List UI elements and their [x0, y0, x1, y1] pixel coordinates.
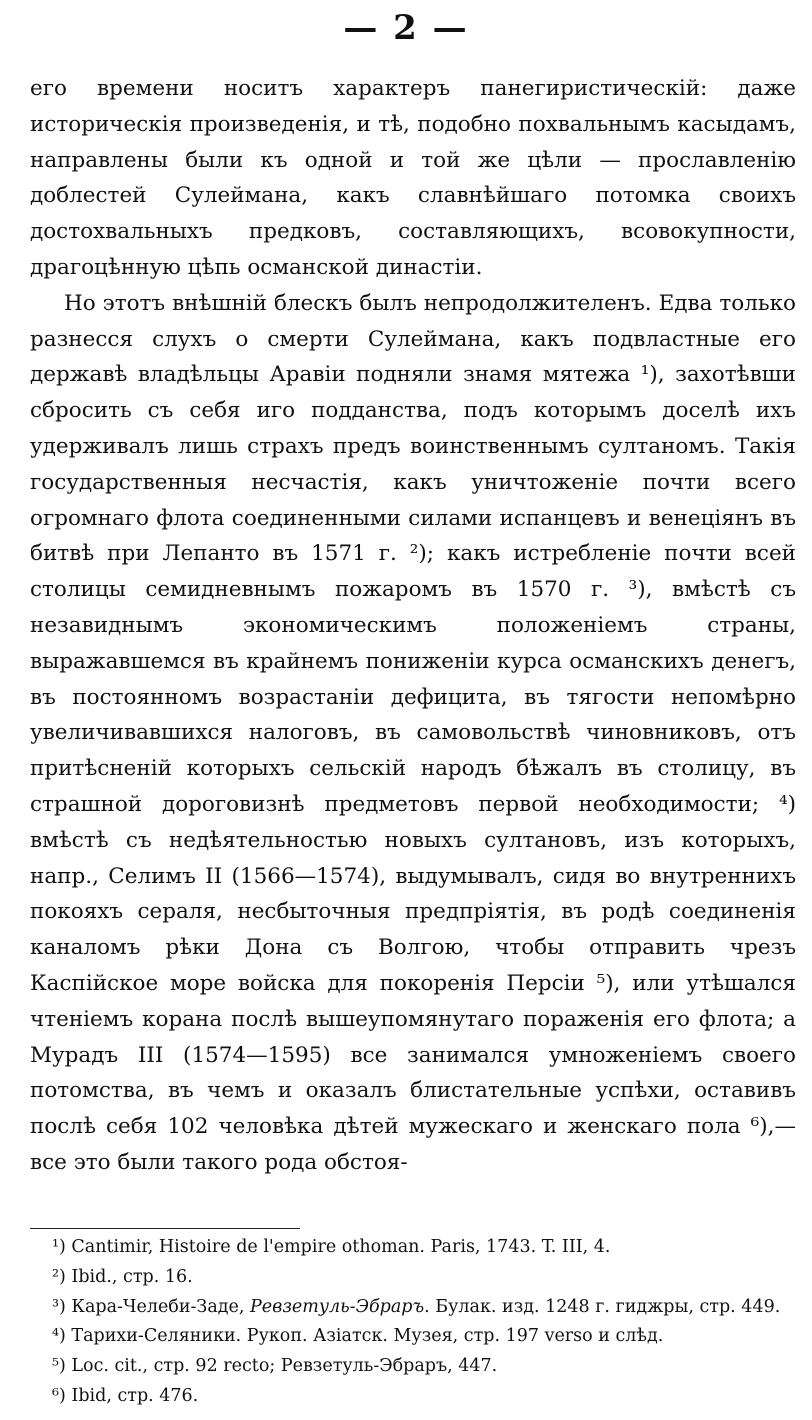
footnote: [30, 1293, 796, 1323]
footnote-text: Ibid, стр. 476.: [71, 1385, 199, 1406]
footnote-text: Loc. cit., стр. 92 recto; Ревзетуль-Эбраръ, 447.: [71, 1356, 498, 1377]
footnotes: [30, 1233, 796, 1412]
footnote-italic-title: Ревзетуль-Эбраръ: [250, 1296, 425, 1317]
footnote-text: Тарихи-Селяники. Рукоп. Азіатск. Музея, стр. 197 verso и слѣд.: [71, 1326, 664, 1347]
footnote-text: Cantimir, Histoire de l'empire othoman. Paris, 1743. T. III, 4.: [71, 1237, 611, 1257]
footnote-mark: ⁵): [52, 1356, 66, 1377]
footnote-mark: ²): [52, 1266, 66, 1287]
footnote: [30, 1352, 796, 1382]
footnote-mark: ⁴): [52, 1326, 66, 1347]
footnote: [30, 1263, 796, 1293]
page-number: — 2 —: [343, 8, 469, 48]
main-text: [30, 71, 796, 1181]
paragraph: Но этотъ внѣшній блескъ былъ непродолжителенъ. Едва только разнесся слухъ о смерти Сулеймана, какъ подвластные его державѣ владѣльцы Аравіи подняли знамя мятежа ¹), захотѣвши сбросить съ себя иго подданства, подъ которымъ доселѣ ихъ удерживалъ лишь страхъ предъ воинственнымъ султаномъ. Такія государственныя несчастія, какъ уничтоженіе почти всего огромнаго флота соединенными силами испанцевъ и венеціянъ въ битвѣ при Лепанто въ 1571 г. ²); какъ истребленіе почти всей столицы семидневнымъ пожаромъ въ 1570 г. ³), вмѣстѣ съ незавиднымъ экономическимъ положеніемъ страны, выражавшемся въ крайнемъ пониженіи курса османскихъ денегъ, въ постоянномъ возрастаніи дефицита, въ тягости непомѣрно увеличивавшихся налоговъ, въ самовольствѣ чиновниковъ, отъ притѣсненій которыхъ сельскій народъ бѣжалъ въ столицу, въ страшной дороговизнѣ предметовъ первой необходимости; ⁴) вмѣстѣ съ недѣятельностью новыхъ султановъ, изъ которыхъ, напр., Селимъ II (1566—1574), выдумывалъ, сидя во внутреннихъ покояхъ сераля, несбыточныя предпріятія, въ родѣ соединенія каналомъ рѣки Дона съ Волгою, чтобы отправить чрезъ Каспійское море войска для покоренія Персіи ⁵), или утѣшался чтеніемъ корана послѣ вышеупомянутаго пораженія его флота; а Мурадъ III (1574—1595) все занимался умноженіемъ своего потомства, въ чемъ и оказалъ блистательные успѣхи, оставивъ послѣ себя 102 человѣка дѣтей мужескаго и женскаго пола ⁶),—все это были такого рода обстоя-: [30, 290, 796, 1175]
footnote: [30, 1322, 796, 1352]
footnote-mark: ⁶): [52, 1385, 66, 1406]
footnote-mark: ¹): [52, 1237, 66, 1257]
footnote-text: Ibid., стр. 16.: [71, 1266, 193, 1287]
footnote-text: . Булак. изд. 1248 г. гиджры, стр. 449.: [424, 1296, 781, 1317]
footnote: [30, 1233, 796, 1263]
paragraph: его времени носитъ характеръ панегиристическій: даже историческія произведенія, и тѣ, подобно похвальнымъ касыдамъ, направлены были къ одной и той же цѣли — прославленію доблестей Сулеймана, какъ славнѣйшаго потомка своихъ достохвальныхъ предковъ, составляющихъ, всовокупности, драгоцѣнную цѣпь османской династіи.: [30, 76, 796, 280]
footnote-mark: ³): [52, 1296, 66, 1317]
footnote-separator: [30, 1228, 300, 1229]
footnote-text: Кара-Челеби-Заде,: [71, 1296, 251, 1317]
footnote: [30, 1382, 796, 1412]
